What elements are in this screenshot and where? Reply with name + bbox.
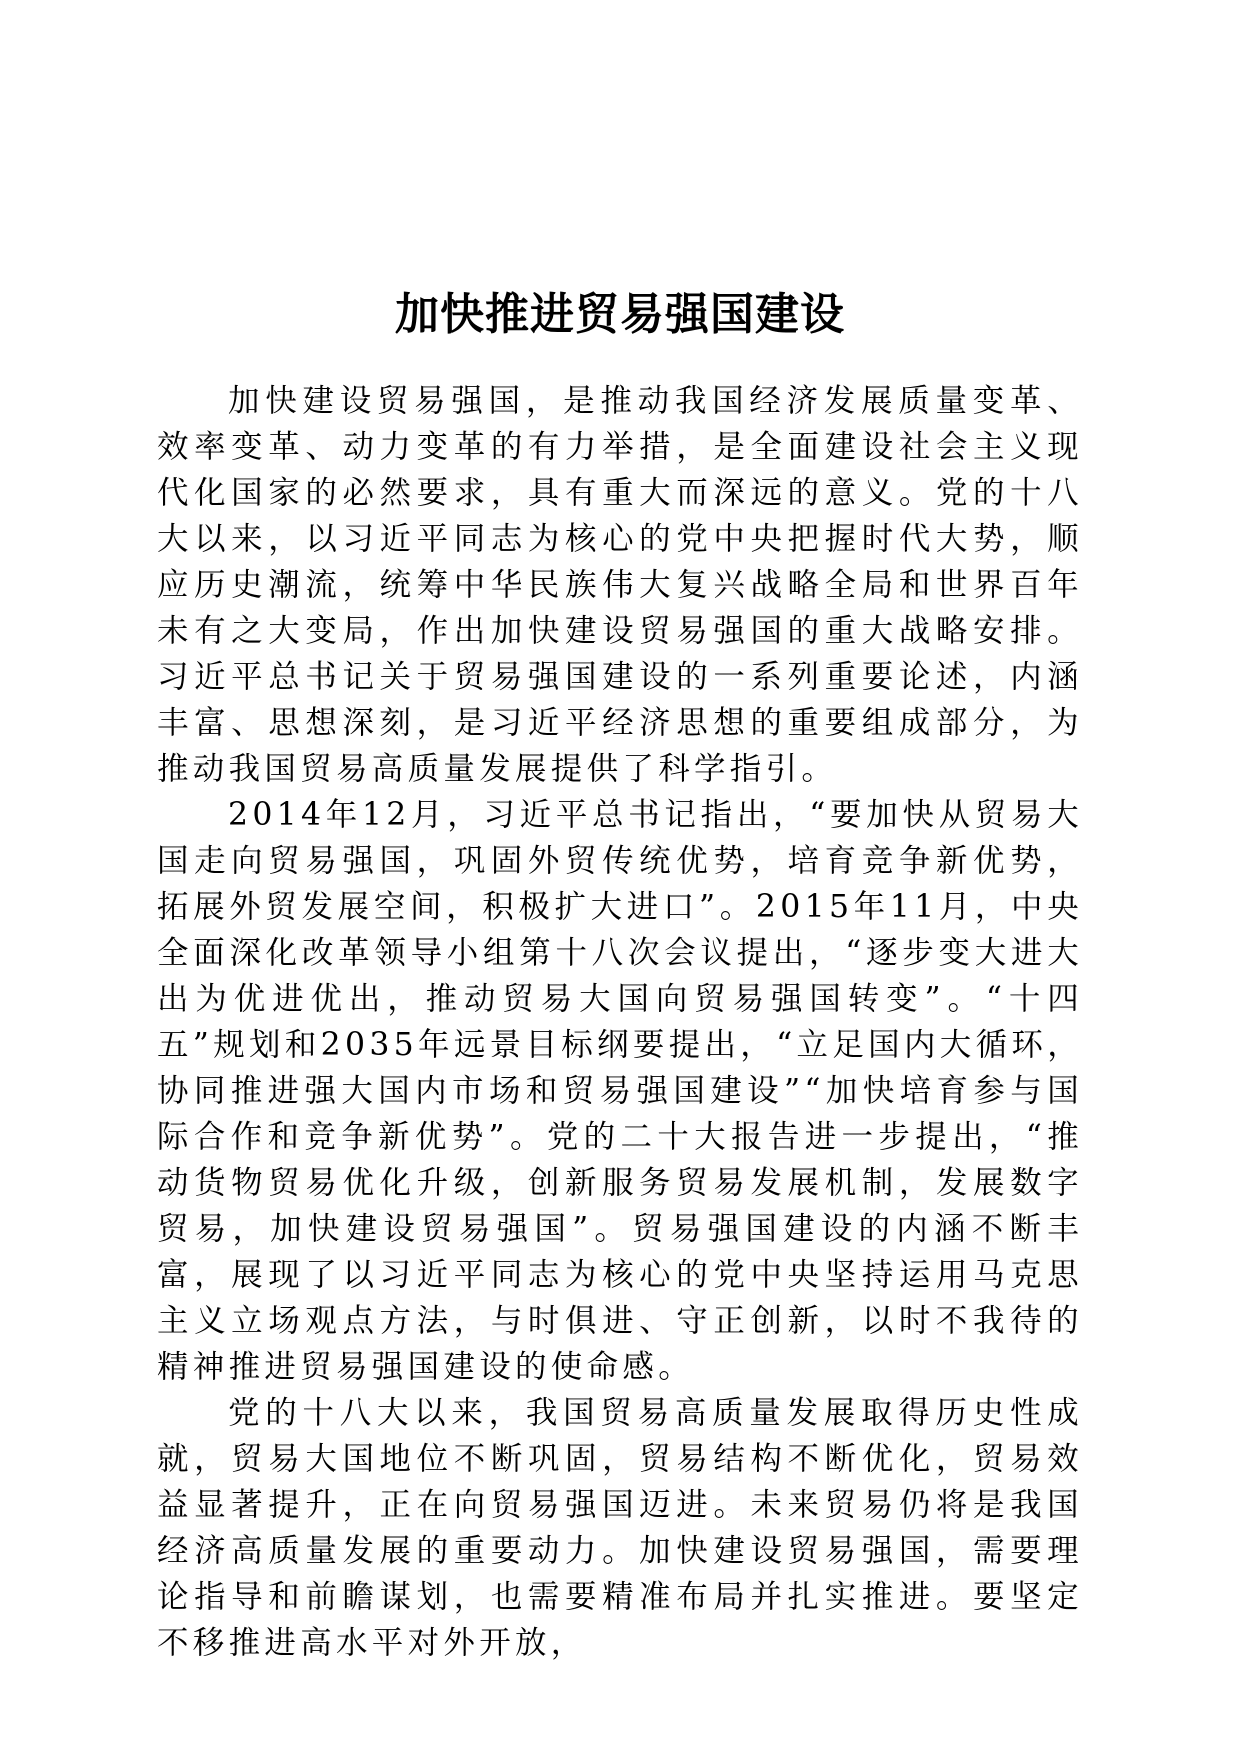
document-body	[157, 378, 1083, 1666]
paragraph-3: 党的十八大以来，我国贸易高质量发展取得历史性成就，贸易大国地位不断巩固，贸易结构不断优化，贸易效益显著提升，正在向贸易强国迈进。未来贸易仍将是我国经济高质量发展的重要动力。加快建设贸易强国，需要理论指导和前瞻谋划，也需要精准布局并扎实推进。要坚定不移推进高水平对外开放，	[157, 1395, 1083, 1661]
paragraph-2: 2014年12月，习近平总书记指出，“要加快从贸易大国走向贸易强国，巩固外贸传统优势，培育竞争新优势，拓展外贸发展空间，积极扩大进口”。2015年11月，中央全面深化改革领导小组第十八次会议提出，“逐步变大进大出为优进优出，推动贸易大国向贸易强国转变”。“十四五”规划和2035年远景目标纲要提出，“立足国内大循环，协同推进强大国内市场和贸易强国建设”“加快培育参与国际合作和竞争新优势”。党的二十大报告进一步提出，“推动货物贸易优化升级，创新服务贸易发展机制，发展数字贸易，加快建设贸易强国”。贸易强国建设的内涵不断丰富，展现了以习近平同志为核心的党中央坚持运用马克思主义立场观点方法，与时俱进、守正创新，以时不我待的精神推进贸易强国建设的使命感。	[157, 797, 1083, 1385]
document-title: 加快推进贸易强国建设	[395, 289, 845, 341]
paragraph-1: 加快建设贸易强国，是推动我国经济发展质量变革、效率变革、动力变革的有力举措，是全面建设社会主义现代化国家的必然要求，具有重大而深远的意义。党的十八大以来，以习近平同志为核心的党中央把握时代大势，顺应历史潮流，统筹中华民族伟大复兴战略全局和世界百年未有之大变局，作出加快建设贸易强国的重大战略安排。习近平总书记关于贸易强国建设的一系列重要论述，内涵丰富、思想深刻，是习近平经济思想的重要组成部分，为推动我国贸易高质量发展提供了科学指引。	[157, 383, 1083, 787]
